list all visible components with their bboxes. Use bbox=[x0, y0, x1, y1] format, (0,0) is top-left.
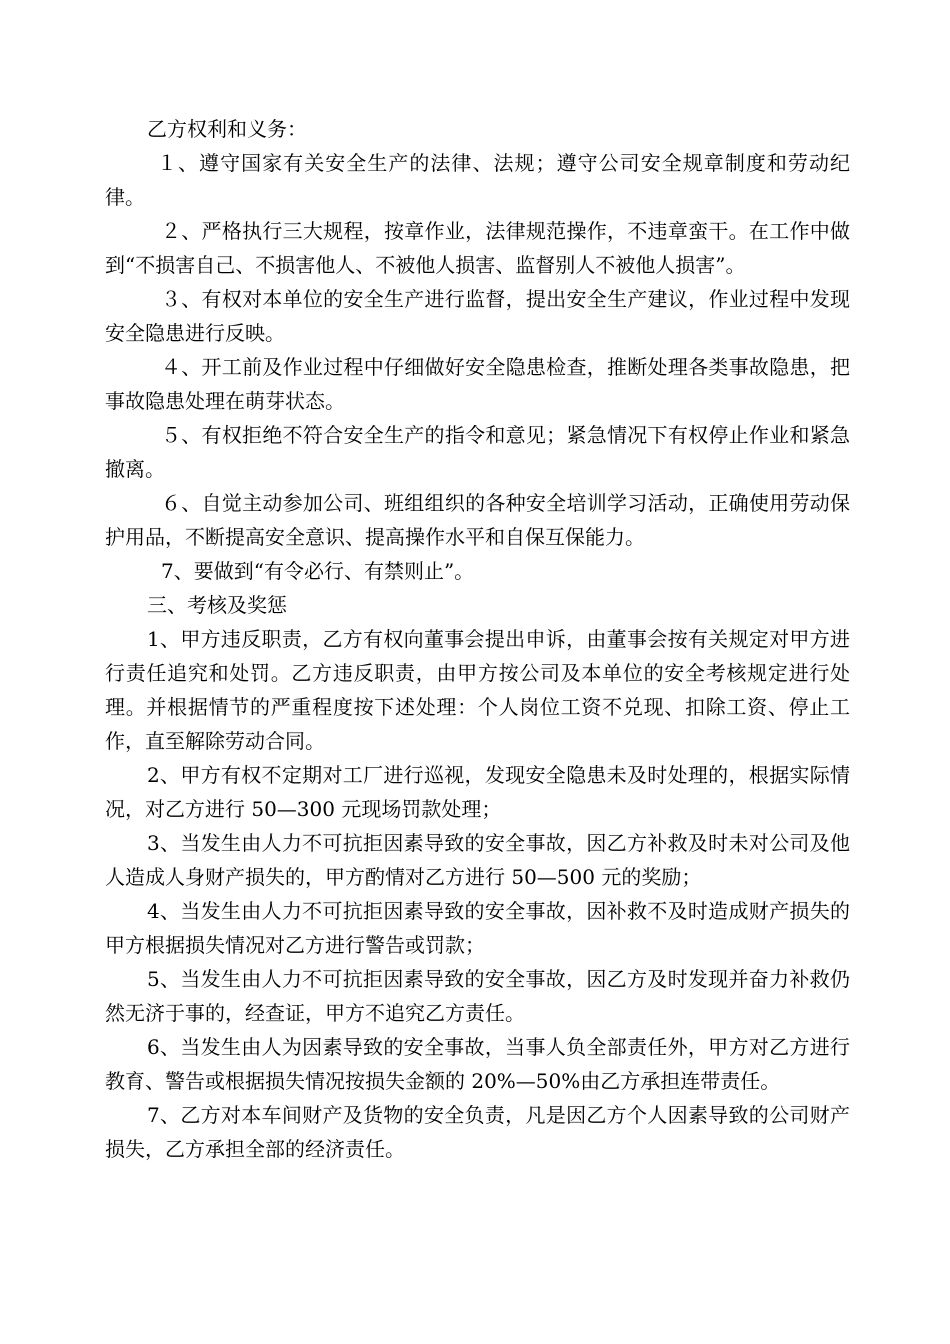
rights-heading: 乙方权利和义务： bbox=[147, 117, 307, 141]
rule-item-7: 7、乙方对本车间财产及货物的安全负责，凡是因乙方个人因素导致的公司财产损失，乙方承担全部的经济责任。 bbox=[105, 1103, 850, 1161]
rule-item-2: 2、甲方有权不定期对工厂进行巡视，发现安全隐患未及时处理的，根据实际情况，对乙方进行 50—300 元现场罚款处理； bbox=[105, 763, 850, 821]
rights-item-3: ３、有权对本单位的安全生产进行监督，提出安全生产建议，作业过程中发现安全隐患进行反映。 bbox=[105, 287, 850, 345]
rights-item-4: ４、开工前及作业过程中仔细做好安全隐患检查，推断处理各类事故隐患，把事故隐患处理在萌芽状态。 bbox=[105, 355, 850, 413]
section-title: 三、考核及奖惩 bbox=[147, 593, 287, 617]
rights-item-6: ６、自觉主动参加公司、班组组织的各种安全培训学习活动，正确使用劳动保护用品，不断提高安全意识、提高操作水平和自保互保能力。 bbox=[105, 491, 850, 549]
rule-item-3: 3、当发生由人力不可抗拒因素导致的安全事故，因乙方补救及时未对公司及他人造成人身财产损失的，甲方酌情对乙方进行 50—500 元的奖励； bbox=[105, 831, 850, 889]
rule-item-5: 5、当发生由人力不可抗拒因素导致的安全事故，因乙方及时发现并奋力补救仍然无济于事的，经查证，甲方不追究乙方责任。 bbox=[105, 967, 850, 1025]
rule-item-6: 6、当发生由人为因素导致的安全事故，当事人负全部责任外，甲方对乙方进行教育、警告或根据损失情况按损失金额的 20%—50%由乙方承担连带责任。 bbox=[105, 1035, 850, 1093]
rights-item-5: ５、有权拒绝不符合安全生产的指令和意见；紧急情况下有权停止作业和紧急撤离。 bbox=[105, 423, 850, 481]
rule-item-1: 1、甲方违反职责，乙方有权向董事会提出申诉，由董事会按有关规定对甲方进行责任追究和处罚。乙方违反职责，由甲方按公司及本单位的安全考核规定进行处理。并根据情节的严重程度按下述处理：个人岗位工资不兑现、扣除工资、停止工作，直至解除劳动合同。 bbox=[105, 627, 850, 753]
document-body bbox=[105, 112, 850, 1166]
rights-item-2: ２、严格执行三大规程，按章作业，法律规范操作，不违章蛮干。在工作中做到“不损害自己、不损害他人、不被他人损害、监督别人不被他人损害”。 bbox=[105, 219, 850, 277]
rule-item-4: 4、当发生由人力不可抗拒因素导致的安全事故，因补救不及时造成财产损失的甲方根据损失情况对乙方进行警告或罚款； bbox=[105, 899, 850, 957]
rights-item-1: １、遵守国家有关安全生产的法律、法规；遵守公司安全规章制度和劳动纪律。 bbox=[105, 151, 850, 209]
rights-item-7: 7、要做到“有令必行、有禁则止”。 bbox=[161, 559, 475, 583]
